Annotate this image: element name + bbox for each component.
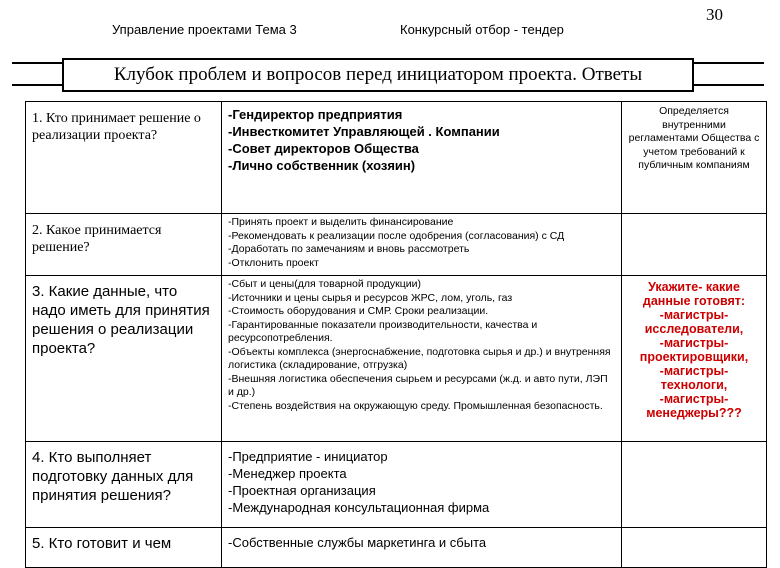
header-topic: Конкурсный отбор - тендер — [400, 22, 564, 37]
note-line: -магистры- — [659, 392, 729, 406]
answer-line: -Лично собственник (хозяин) — [228, 158, 416, 173]
note-line: проектировщики, — [639, 350, 749, 364]
answer-line: -Проектная организация — [228, 483, 376, 498]
page-number: 30 — [706, 5, 723, 24]
answer-line: -Предприятие - инициатор — [228, 449, 388, 464]
note-line: менеджеры??? — [646, 406, 742, 420]
note-line: -магистры- — [659, 336, 729, 350]
answer-line: -Стоимость оборудования и СМР. Сроки реализации. — [228, 305, 489, 317]
answer-line: -Менеджер проекта — [228, 466, 347, 481]
qa-table — [25, 101, 767, 568]
answer-line: -Гарантированные показатели производительности, качества и ресурсопотребления. — [228, 318, 538, 344]
note-line: данные готовят: — [642, 294, 746, 308]
note-cell: Определяется внутренними регламентами Общества с учетом требований к публичным компаниям — [622, 102, 767, 214]
answer-line: -Рекомендовать к реализации после одобрения (согласования) с СД — [228, 229, 565, 242]
note-line: Укажите- какие — [648, 280, 740, 294]
note-line: исследователи, — [644, 322, 744, 336]
answer-line: -Внешняя логистика обеспечения сырьем и ресурсами (ж.д. и авто пути, ЛЭП и др.) — [228, 372, 608, 398]
table-row — [26, 214, 767, 276]
answer-line: -Сбыт и цены(для товарной продукции) — [228, 278, 422, 290]
answer-line: -Гендиректор предприятия — [228, 107, 403, 122]
note-line: -магистры- — [659, 364, 729, 378]
slide-title-text: Клубок проблем и вопросов перед инициатором проекта. Ответы — [113, 64, 643, 85]
answer-cell — [222, 102, 622, 214]
answer-line: -Инвесткомитет Управляющей . Компании — [228, 124, 500, 139]
table-row — [26, 442, 767, 528]
question-cell: 4. Кто выполняет подготовку данных для принятия решения? — [26, 442, 222, 528]
table-row — [26, 528, 767, 568]
answer-line: -Принять проект и выделить финансирование — [228, 216, 454, 228]
note-cell — [622, 442, 767, 528]
header-course-title: Управление проектами Тема 3 — [112, 22, 297, 37]
answer-line: -Степень воздействия на окружающую среду. Промышленная безопасность. — [228, 399, 603, 412]
table-row — [26, 276, 767, 442]
note-line: -магистры- — [659, 308, 729, 322]
answer-cell — [222, 528, 622, 568]
question-cell: 5. Кто готовит и чем — [26, 528, 222, 568]
answer-line: -Источники и цены сырья и ресурсов ЖРС, лом, уголь, газ — [228, 291, 513, 304]
answer-line: -Объекты комплекса (энергоснабжение, подготовка сырья и др.) и внутренняя логистика (складирование, отгрузка) — [228, 345, 611, 371]
answer-line: -Международная консультационная фирма — [228, 500, 490, 515]
answer-line: -Отклонить проект — [228, 256, 319, 269]
note-line: технологи, — [660, 378, 728, 392]
answer-line: -Доработать по замечаниям и вновь рассмотреть — [228, 243, 470, 255]
note-cell — [622, 528, 767, 568]
slide-title — [62, 58, 694, 92]
note-cell — [622, 214, 767, 276]
question-cell: 3. Какие данные, что надо иметь для принятия решения о реализации проекта? — [26, 276, 222, 442]
answer-cell — [222, 214, 622, 276]
answer-line: -Собственные службы маркетинга и сбыта — [228, 535, 487, 550]
answer-line: -Совет директоров Общества — [228, 141, 419, 156]
answer-cell — [222, 276, 622, 442]
note-cell-highlight — [622, 276, 767, 442]
table-row — [26, 102, 767, 214]
question-cell: 1. Кто принимает решение о реализации проекта? — [26, 102, 222, 214]
answer-cell — [222, 442, 622, 528]
question-cell: 2. Какое принимается решение? — [26, 214, 222, 276]
